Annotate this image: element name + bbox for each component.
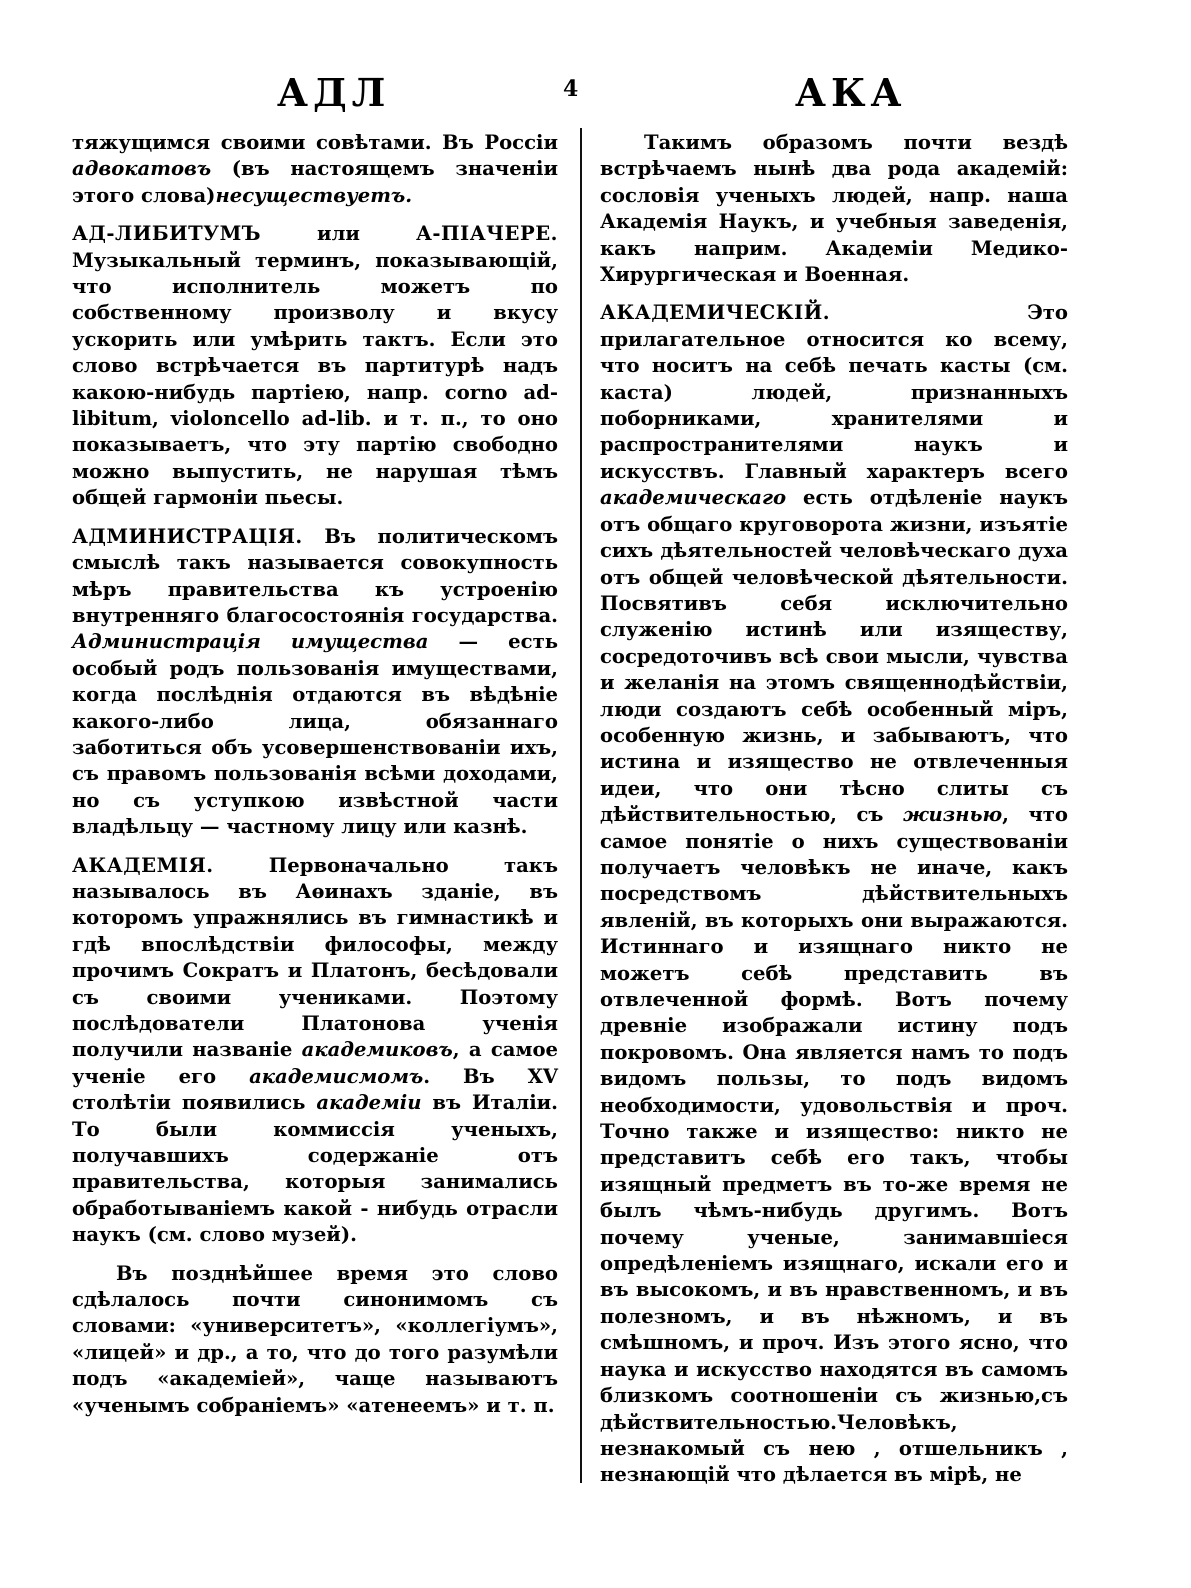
column-divider <box>580 128 582 1483</box>
running-head-right: АКА <box>795 70 907 115</box>
entry-italic: академіи <box>316 1091 422 1115</box>
entry-text: тяжущимся своими совѣтами. Въ Россіи <box>72 131 558 154</box>
entry-italic: академисмомъ <box>249 1064 424 1088</box>
right-column <box>600 130 1068 1489</box>
entry-text: . Въ XV столѣтіи появились <box>72 1064 558 1115</box>
entry-italic: несуществуетъ. <box>215 183 413 207</box>
headword: АД-ЛИБИТУМЪ <box>72 222 262 246</box>
entry-italic: академиковъ <box>301 1038 453 1062</box>
entry-ad-libitum <box>72 221 558 511</box>
entry-administratsiya <box>72 524 558 841</box>
entry-akademicheskiy <box>600 300 1068 1488</box>
entry-akademiya-end <box>600 130 1068 288</box>
entry-text: есть отдѣленіе наукъ отъ общаго круговорота жизни, изъятіе сихъ дѣятельностей человѣческаго духа отъ общей человѣческой дѣятельности. Посвятивъ себя исключительно служенію истинѣ или изяществу, сосредоточивъ всѣ свои мысли, чувства и желанія на этомъ священнодѣйствіи, люди создаютъ себѣ особенный міръ, особенную жизнь, и забываютъ, что истина и изящество не отвлеченныя идеи, что они тѣсно слиты съ дѣйствительностью, съ <box>600 486 1068 827</box>
headword: АДМИНИСТРАЦІЯ. <box>72 524 303 548</box>
entry-text: Въ позднѣйшее время это слово сдѣлалось почти синонимомъ съ словами: «университетъ», «коллегіумъ», «лицей» и др., а то, что до того разумѣли подъ «академіей», чаще называютъ «ученымъ собраніемъ» «атенеемъ» и т. п. <box>72 1261 558 1417</box>
headword: А-ПІАЧЕРЕ. <box>415 222 558 246</box>
entry-text: Въ политическомъ смыслѣ такъ называется совокупность мѣръ правительства къ устроенію внутренняго благосостоянія государства. <box>72 524 558 627</box>
entry-text: , что самое понятіе о нихъ существованіи получаетъ человѣкъ не иначе, какъ посредствомъ дѣйствительныхъ явленій, въ которыхъ они выражаются. Истиннаго и изящнаго никто не можетъ себѣ представить въ отвлеченной формѣ. Вотъ почему древніе изображали истину подъ покровомъ. Она является намъ то подъ видомъ пользы, то подъ видомъ необходимости, удовольствія и проч. Точно также и изящество: никто не представитъ себѣ его такъ, чтобы изящный предметъ въ то-же время не былъ чѣмъ-нибудь другимъ. Вотъ почему ученые, занимавшіеся опредѣленіемъ изящнаго, искали его и въ высокомъ, и въ нравственномъ, и въ полезномъ, и въ нѣжномъ, и въ смѣшномъ, и проч. Изъ этого ясно, что наука и искусство находятся въ самомъ близкомъ соотношеніи съ жизнью,съ дѣйствительностью.Человѣкъ, незнакомый съ нею , отшельникъ , незнающій что дѣлается въ мірѣ, не <box>600 803 1068 1487</box>
entry-text: или <box>261 222 416 246</box>
entry-text: (въ настоящемъ значеніи этого слова) <box>72 157 558 207</box>
running-head-left: АДЛ <box>277 70 391 115</box>
entry-italic: Администрація имущества <box>72 630 429 654</box>
entry-continuation <box>72 130 558 209</box>
entry-text: Это прилагательное относится ко всему, что носитъ на себѣ печать касты (см. каста) людей, признанныхъ поборниками, хранителями и распространителями наукъ и искусствъ. Главный характеръ всего <box>600 301 1068 483</box>
entry-text: , а самое ученіе его <box>72 1038 558 1088</box>
entry-italic: академическаго <box>600 486 787 510</box>
entry-akademiya-continued <box>72 1261 558 1419</box>
entry-italic: адвокатовъ <box>72 157 212 181</box>
entry-italic: жизнью <box>902 803 1003 827</box>
entry-text: Такимъ образомъ почти вездѣ встрѣчаемъ нынѣ два рода академій: сословія ученыхъ людей, напр. наша Академія Наукъ, и учебныя заведенія, какъ наприм. Академіи Медико-Хирургическая и Военная. <box>600 131 1068 287</box>
entry-text: въ Италіи. То были коммиссія ученыхъ, получавшихъ содержаніе отъ правительства, которыя занимались обработываніемъ какой - нибудь отрасли наукъ (см. слово музей). <box>72 1091 558 1247</box>
headword: АКАДЕМІЯ. <box>72 853 214 877</box>
left-column <box>72 130 558 1419</box>
entry-text: — есть особый родъ пользованія имуществами, когда послѣднія отдаются въ вѣдѣніе какого-либо лица, обязаннаго заботиться объ усовершенствованіи ихъ, съ правомъ пользованія всѣми доходами, но съ уступкою извѣстной части владѣльцу — частному лицу или казнѣ. <box>72 630 559 839</box>
entry-akademiya <box>72 853 558 1249</box>
entry-text: Первоначально такъ называлось въ Аѳинахъ зданіе, въ которомъ упражнялись въ гимнастикѣ и гдѣ впослѣдствіи философы, между прочимъ Сократъ и Платонъ, бесѣдовали съ своими учениками. Поэтому послѣдователи Платонова ученія получили названіе <box>72 853 558 1062</box>
page-number: 4 <box>563 76 579 102</box>
entry-text: Музыкальный терминъ, показывающій, что исполнитель можетъ по собственному произволу и вкусу ускорить или умѣрить тактъ. Если это слово встрѣчается въ партитурѣ надъ какою-нибудь партіею, напр. corno ad-libitum, violoncello ad-lib. и т. п., то оно показываетъ, что эту партію свободно можно выпустить, не нарушая тѣмъ общей гармоніи пьесы. <box>72 248 558 510</box>
headword: АКАДЕМИЧЕСКІЙ. <box>600 301 831 325</box>
